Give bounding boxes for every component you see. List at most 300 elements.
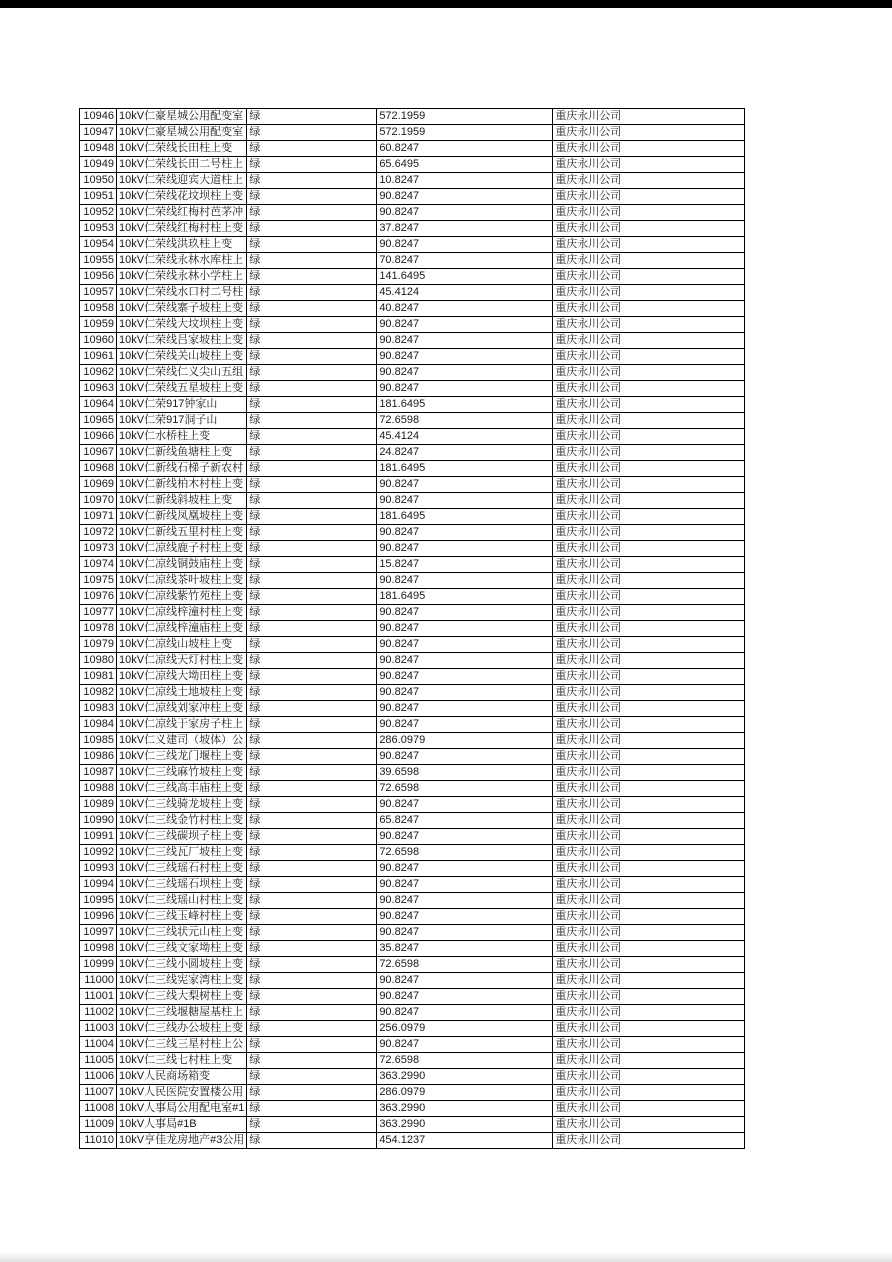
row-name-cell: 10kV仁凉线刘家冲柱上变 — [117, 701, 247, 717]
table-row — [80, 413, 745, 429]
table-row — [80, 525, 745, 541]
table-row — [80, 301, 745, 317]
row-name-cell: 10kV仁荣线长田二号柱上 — [117, 157, 247, 173]
row-name-cell: 10kV仁三线玉峰村柱上变 — [117, 909, 247, 925]
row-name-cell: 10kV仁三线骑龙坡柱上变 — [117, 797, 247, 813]
row-company-cell: 重庆永川公司 — [553, 781, 745, 797]
row-id-cell: 10980 — [80, 653, 117, 669]
row-name-cell: 10kV仁凉线山坡柱上变 — [117, 637, 247, 653]
table-row — [80, 1133, 745, 1149]
table-row — [80, 125, 745, 141]
row-status-cell: 绿 — [247, 445, 377, 461]
table-row — [80, 589, 745, 605]
table-row — [80, 557, 745, 573]
row-company-cell: 重庆永川公司 — [553, 605, 745, 621]
row-id-cell: 10968 — [80, 461, 117, 477]
row-status-cell: 绿 — [247, 221, 377, 237]
row-company-cell: 重庆永川公司 — [553, 157, 745, 173]
row-company-cell: 重庆永川公司 — [553, 829, 745, 845]
table-row — [80, 621, 745, 637]
row-id-cell: 10958 — [80, 301, 117, 317]
row-status-cell: 绿 — [247, 1085, 377, 1101]
row-id-cell: 11007 — [80, 1085, 117, 1101]
row-status-cell: 绿 — [247, 829, 377, 845]
row-status-cell: 绿 — [247, 397, 377, 413]
row-name-cell: 10kV仁新线石梯子新农村 — [117, 461, 247, 477]
row-value-cell: 15.8247 — [377, 557, 553, 573]
row-id-cell: 10959 — [80, 317, 117, 333]
row-value-cell: 90.8247 — [377, 909, 553, 925]
row-status-cell: 绿 — [247, 1021, 377, 1037]
row-value-cell: 90.8247 — [377, 605, 553, 621]
row-name-cell: 10kV仁水桥柱上变 — [117, 429, 247, 445]
row-id-cell: 10966 — [80, 429, 117, 445]
row-status-cell: 绿 — [247, 157, 377, 173]
row-id-cell: 10991 — [80, 829, 117, 845]
row-company-cell: 重庆永川公司 — [553, 861, 745, 877]
table-row — [80, 285, 745, 301]
row-company-cell: 重庆永川公司 — [553, 1117, 745, 1133]
row-id-cell: 10965 — [80, 413, 117, 429]
table-row — [80, 477, 745, 493]
row-value-cell: 256.0979 — [377, 1021, 553, 1037]
row-name-cell: 10kV仁三线七村柱上变 — [117, 1053, 247, 1069]
row-name-cell: 10kV仁凉线紫竹苑柱上变 — [117, 589, 247, 605]
row-id-cell: 10948 — [80, 141, 117, 157]
row-value-cell: 181.6495 — [377, 589, 553, 605]
row-status-cell: 绿 — [247, 317, 377, 333]
row-value-cell: 90.8247 — [377, 333, 553, 349]
row-value-cell: 90.8247 — [377, 381, 553, 397]
row-name-cell: 10kV仁荣线红梅村柱上变 — [117, 221, 247, 237]
table-row — [80, 189, 745, 205]
table-row — [80, 349, 745, 365]
row-id-cell: 10967 — [80, 445, 117, 461]
row-status-cell: 绿 — [247, 749, 377, 765]
row-status-cell: 绿 — [247, 1037, 377, 1053]
row-value-cell: 90.8247 — [377, 829, 553, 845]
row-value-cell: 363.2990 — [377, 1101, 553, 1117]
row-company-cell: 重庆永川公司 — [553, 221, 745, 237]
row-name-cell: 10kV仁三线宪家湾柱上变 — [117, 973, 247, 989]
row-id-cell: 10987 — [80, 765, 117, 781]
row-name-cell: 10kV仁三线办公坡柱上变 — [117, 1021, 247, 1037]
row-name-cell: 10kV人事局公用配电室#1 — [117, 1101, 247, 1117]
row-company-cell: 重庆永川公司 — [553, 237, 745, 253]
table-row — [80, 397, 745, 413]
row-value-cell: 60.8247 — [377, 141, 553, 157]
row-id-cell: 10973 — [80, 541, 117, 557]
row-id-cell: 10981 — [80, 669, 117, 685]
row-company-cell: 重庆永川公司 — [553, 173, 745, 189]
row-name-cell: 10kV仁三线小圆坡柱上变 — [117, 957, 247, 973]
row-company-cell: 重庆永川公司 — [553, 925, 745, 941]
row-name-cell: 10kV仁荣线洪玖柱上变 — [117, 237, 247, 253]
row-company-cell: 重庆永川公司 — [553, 509, 745, 525]
table-row — [80, 733, 745, 749]
row-company-cell: 重庆永川公司 — [553, 1069, 745, 1085]
row-status-cell: 绿 — [247, 877, 377, 893]
row-status-cell: 绿 — [247, 1117, 377, 1133]
row-status-cell: 绿 — [247, 525, 377, 541]
row-status-cell: 绿 — [247, 301, 377, 317]
row-status-cell: 绿 — [247, 989, 377, 1005]
row-id-cell: 10949 — [80, 157, 117, 173]
row-name-cell: 10kV仁三线碳坝子柱上变 — [117, 829, 247, 845]
table-row — [80, 909, 745, 925]
table-row — [80, 461, 745, 477]
row-id-cell: 10964 — [80, 397, 117, 413]
row-company-cell: 重庆永川公司 — [553, 381, 745, 397]
row-status-cell: 绿 — [247, 493, 377, 509]
row-status-cell: 绿 — [247, 717, 377, 733]
row-id-cell: 10989 — [80, 797, 117, 813]
transformer-table — [79, 108, 745, 1149]
row-id-cell: 11008 — [80, 1101, 117, 1117]
row-company-cell: 重庆永川公司 — [553, 669, 745, 685]
row-company-cell: 重庆永川公司 — [553, 797, 745, 813]
row-value-cell: 35.8247 — [377, 941, 553, 957]
row-company-cell: 重庆永川公司 — [553, 525, 745, 541]
table-row — [80, 893, 745, 909]
row-company-cell: 重庆永川公司 — [553, 189, 745, 205]
row-name-cell: 10kV仁凉线茶叶坡柱上变 — [117, 573, 247, 589]
row-value-cell: 40.8247 — [377, 301, 553, 317]
table-row — [80, 1069, 745, 1085]
row-company-cell: 重庆永川公司 — [553, 573, 745, 589]
row-company-cell: 重庆永川公司 — [553, 285, 745, 301]
row-status-cell: 绿 — [247, 781, 377, 797]
row-value-cell: 45.4124 — [377, 285, 553, 301]
row-value-cell: 572.1959 — [377, 125, 553, 141]
row-company-cell: 重庆永川公司 — [553, 477, 745, 493]
row-name-cell: 10kV仁三线三星村柱上公 — [117, 1037, 247, 1053]
row-status-cell: 绿 — [247, 1101, 377, 1117]
table-row — [80, 685, 745, 701]
row-id-cell: 10997 — [80, 925, 117, 941]
row-name-cell: 10kV仁荣线五星坡柱上变 — [117, 381, 247, 397]
row-status-cell: 绿 — [247, 477, 377, 493]
row-id-cell: 10963 — [80, 381, 117, 397]
row-name-cell: 10kV人民医院安置楼公用 — [117, 1085, 247, 1101]
row-id-cell: 10972 — [80, 525, 117, 541]
table-row — [80, 749, 745, 765]
row-company-cell: 重庆永川公司 — [553, 493, 745, 509]
row-status-cell: 绿 — [247, 765, 377, 781]
row-company-cell: 重庆永川公司 — [553, 957, 745, 973]
row-name-cell: 10kV仁荣线吕家坡柱上变 — [117, 333, 247, 349]
row-value-cell: 45.4124 — [377, 429, 553, 445]
table-row — [80, 237, 745, 253]
row-value-cell: 90.8247 — [377, 653, 553, 669]
row-id-cell: 10970 — [80, 493, 117, 509]
row-id-cell: 11010 — [80, 1133, 117, 1149]
row-company-cell: 重庆永川公司 — [553, 685, 745, 701]
table-row — [80, 829, 745, 845]
row-company-cell: 重庆永川公司 — [553, 973, 745, 989]
row-status-cell: 绿 — [247, 573, 377, 589]
table-row — [80, 1037, 745, 1053]
row-status-cell: 绿 — [247, 605, 377, 621]
row-status-cell: 绿 — [247, 845, 377, 861]
row-name-cell: 10kV仁三线文家坳柱上变 — [117, 941, 247, 957]
row-id-cell: 10952 — [80, 205, 117, 221]
table-row — [80, 445, 745, 461]
table-row — [80, 269, 745, 285]
row-status-cell: 绿 — [247, 941, 377, 957]
table-row — [80, 957, 745, 973]
row-name-cell: 10kV仁新线斜坡柱上变 — [117, 493, 247, 509]
table-row — [80, 1053, 745, 1069]
table-row — [80, 1005, 745, 1021]
row-id-cell: 10996 — [80, 909, 117, 925]
row-company-cell: 重庆永川公司 — [553, 717, 745, 733]
table-row — [80, 653, 745, 669]
row-company-cell: 重庆永川公司 — [553, 205, 745, 221]
row-company-cell: 重庆永川公司 — [553, 317, 745, 333]
row-status-cell: 绿 — [247, 1069, 377, 1085]
row-id-cell: 10984 — [80, 717, 117, 733]
row-name-cell: 10kV仁三线状元山柱上变 — [117, 925, 247, 941]
row-name-cell: 10kV仁新线柏木村柱上变 — [117, 477, 247, 493]
row-value-cell: 90.8247 — [377, 861, 553, 877]
row-id-cell: 10975 — [80, 573, 117, 589]
row-company-cell: 重庆永川公司 — [553, 141, 745, 157]
row-name-cell: 10kV仁荣线花坟坝柱上变 — [117, 189, 247, 205]
row-id-cell: 10954 — [80, 237, 117, 253]
row-name-cell: 10kV仁荣线永林水库柱上 — [117, 253, 247, 269]
row-name-cell: 10kV仁荣线迎宾大道柱上 — [117, 173, 247, 189]
row-status-cell: 绿 — [247, 653, 377, 669]
row-id-cell: 10983 — [80, 701, 117, 717]
row-company-cell: 重庆永川公司 — [553, 621, 745, 637]
row-value-cell: 90.8247 — [377, 365, 553, 381]
table-row — [80, 781, 745, 797]
row-name-cell: 10kV仁荣线仁义尖山五组 — [117, 365, 247, 381]
row-name-cell: 10kV仁三线大梨树柱上变 — [117, 989, 247, 1005]
row-name-cell: 10kV仁三线金竹村柱上变 — [117, 813, 247, 829]
row-company-cell: 重庆永川公司 — [553, 765, 745, 781]
row-value-cell: 90.8247 — [377, 573, 553, 589]
row-company-cell: 重庆永川公司 — [553, 1133, 745, 1149]
row-name-cell: 10kV仁三线瓦厂坡柱上变 — [117, 845, 247, 861]
row-value-cell: 10.8247 — [377, 173, 553, 189]
row-company-cell: 重庆永川公司 — [553, 589, 745, 605]
row-status-cell: 绿 — [247, 893, 377, 909]
row-id-cell: 10953 — [80, 221, 117, 237]
row-company-cell: 重庆永川公司 — [553, 541, 745, 557]
row-status-cell: 绿 — [247, 413, 377, 429]
row-status-cell: 绿 — [247, 205, 377, 221]
row-company-cell: 重庆永川公司 — [553, 109, 745, 125]
row-value-cell: 90.8247 — [377, 973, 553, 989]
row-id-cell: 10985 — [80, 733, 117, 749]
row-status-cell: 绿 — [247, 461, 377, 477]
row-status-cell: 绿 — [247, 1005, 377, 1021]
row-name-cell: 10kV仁豪星城公用配变室 — [117, 125, 247, 141]
row-company-cell: 重庆永川公司 — [553, 845, 745, 861]
row-value-cell: 363.2990 — [377, 1069, 553, 1085]
row-name-cell: 10kV仁荣线大坟坝柱上变 — [117, 317, 247, 333]
row-company-cell: 重庆永川公司 — [553, 1085, 745, 1101]
row-company-cell: 重庆永川公司 — [553, 1037, 745, 1053]
row-id-cell: 10961 — [80, 349, 117, 365]
row-status-cell: 绿 — [247, 685, 377, 701]
row-id-cell: 10969 — [80, 477, 117, 493]
row-status-cell: 绿 — [247, 589, 377, 605]
row-status-cell: 绿 — [247, 621, 377, 637]
row-status-cell: 绿 — [247, 669, 377, 685]
row-id-cell: 10950 — [80, 173, 117, 189]
table-row — [80, 1101, 745, 1117]
row-id-cell: 10971 — [80, 509, 117, 525]
row-name-cell: 10kV仁三线瑶石村柱上变 — [117, 861, 247, 877]
row-value-cell: 90.8247 — [377, 493, 553, 509]
table-row — [80, 541, 745, 557]
row-status-cell: 绿 — [247, 173, 377, 189]
row-name-cell: 10kV仁三线龙门堰柱上变 — [117, 749, 247, 765]
row-company-cell: 重庆永川公司 — [553, 461, 745, 477]
row-status-cell: 绿 — [247, 797, 377, 813]
row-name-cell: 10kV仁三线瑶山村柱上变 — [117, 893, 247, 909]
table-row — [80, 317, 745, 333]
row-name-cell: 10kV仁荣917洞子山 — [117, 413, 247, 429]
row-id-cell: 10999 — [80, 957, 117, 973]
row-value-cell: 90.8247 — [377, 701, 553, 717]
table-row — [80, 1021, 745, 1037]
row-name-cell: 10kV仁荣线长田柱上变 — [117, 141, 247, 157]
row-company-cell: 重庆永川公司 — [553, 1101, 745, 1117]
row-status-cell: 绿 — [247, 557, 377, 573]
table-row — [80, 605, 745, 621]
table-row — [80, 765, 745, 781]
row-status-cell: 绿 — [247, 509, 377, 525]
row-value-cell: 90.8247 — [377, 189, 553, 205]
row-value-cell: 90.8247 — [377, 893, 553, 909]
table-row — [80, 205, 745, 221]
row-value-cell: 39.6598 — [377, 765, 553, 781]
row-name-cell: 10kV仁荣线水口村二号柱 — [117, 285, 247, 301]
row-status-cell: 绿 — [247, 141, 377, 157]
row-status-cell: 绿 — [247, 973, 377, 989]
row-company-cell: 重庆永川公司 — [553, 445, 745, 461]
page-bottom-edge — [0, 1252, 892, 1262]
row-company-cell: 重庆永川公司 — [553, 1021, 745, 1037]
row-company-cell: 重庆永川公司 — [553, 989, 745, 1005]
row-value-cell: 72.6598 — [377, 413, 553, 429]
table-row — [80, 1085, 745, 1101]
row-value-cell: 90.8247 — [377, 669, 553, 685]
row-status-cell: 绿 — [247, 349, 377, 365]
row-id-cell: 11006 — [80, 1069, 117, 1085]
row-name-cell: 10kV仁荣917钟家山 — [117, 397, 247, 413]
row-id-cell: 10962 — [80, 365, 117, 381]
row-id-cell: 10995 — [80, 893, 117, 909]
row-id-cell: 10994 — [80, 877, 117, 893]
row-id-cell: 10951 — [80, 189, 117, 205]
row-company-cell: 重庆永川公司 — [553, 429, 745, 445]
row-status-cell: 绿 — [247, 909, 377, 925]
row-id-cell: 10993 — [80, 861, 117, 877]
row-name-cell: 10kV仁凉线土地坡柱上变 — [117, 685, 247, 701]
row-id-cell: 10956 — [80, 269, 117, 285]
row-value-cell: 90.8247 — [377, 685, 553, 701]
row-company-cell: 重庆永川公司 — [553, 253, 745, 269]
row-value-cell: 72.6598 — [377, 781, 553, 797]
table-row — [80, 157, 745, 173]
row-value-cell: 90.8247 — [377, 317, 553, 333]
table-row — [80, 973, 745, 989]
row-name-cell: 10kV仁凉线鹿子村柱上变 — [117, 541, 247, 557]
row-name-cell: 10kV仁荣线关山坡柱上变 — [117, 349, 247, 365]
row-value-cell: 90.8247 — [377, 205, 553, 221]
row-id-cell: 11000 — [80, 973, 117, 989]
row-id-cell: 11002 — [80, 1005, 117, 1021]
row-company-cell: 重庆永川公司 — [553, 333, 745, 349]
row-name-cell: 10kV仁凉线大坳田柱上变 — [117, 669, 247, 685]
row-name-cell: 10kV仁豪星城公用配变室 — [117, 109, 247, 125]
row-status-cell: 绿 — [247, 381, 377, 397]
row-id-cell: 11009 — [80, 1117, 117, 1133]
row-id-cell: 10976 — [80, 589, 117, 605]
row-value-cell: 141.6495 — [377, 269, 553, 285]
row-value-cell: 363.2990 — [377, 1117, 553, 1133]
row-id-cell: 10957 — [80, 285, 117, 301]
row-value-cell: 90.8247 — [377, 797, 553, 813]
table-row — [80, 333, 745, 349]
table-row — [80, 845, 745, 861]
row-id-cell: 10947 — [80, 125, 117, 141]
table-row — [80, 141, 745, 157]
row-company-cell: 重庆永川公司 — [553, 813, 745, 829]
row-name-cell: 10kV人民商场箱变 — [117, 1069, 247, 1085]
row-company-cell: 重庆永川公司 — [553, 909, 745, 925]
row-value-cell: 65.6495 — [377, 157, 553, 173]
row-company-cell: 重庆永川公司 — [553, 413, 745, 429]
row-company-cell: 重庆永川公司 — [553, 749, 745, 765]
table-row — [80, 701, 745, 717]
table-row — [80, 381, 745, 397]
table-body — [80, 109, 745, 1149]
row-company-cell: 重庆永川公司 — [553, 733, 745, 749]
table-row — [80, 109, 745, 125]
row-id-cell: 10979 — [80, 637, 117, 653]
table-row — [80, 173, 745, 189]
row-status-cell: 绿 — [247, 253, 377, 269]
row-company-cell: 重庆永川公司 — [553, 557, 745, 573]
row-name-cell: 10kV仁三线堰糖屋基柱上 — [117, 1005, 247, 1021]
row-value-cell: 90.8247 — [377, 989, 553, 1005]
row-value-cell: 72.6598 — [377, 957, 553, 973]
row-value-cell: 286.0979 — [377, 1085, 553, 1101]
row-name-cell: 10kV仁义建司（坡体）公 — [117, 733, 247, 749]
row-status-cell: 绿 — [247, 109, 377, 125]
row-value-cell: 72.6598 — [377, 1053, 553, 1069]
row-company-cell: 重庆永川公司 — [553, 269, 745, 285]
table-row — [80, 861, 745, 877]
row-name-cell: 10kV仁荣线红梅村芭茅冲 — [117, 205, 247, 221]
row-company-cell: 重庆永川公司 — [553, 1005, 745, 1021]
row-name-cell: 10kV人事局#1B — [117, 1117, 247, 1133]
row-value-cell: 286.0979 — [377, 733, 553, 749]
row-value-cell: 90.8247 — [377, 349, 553, 365]
row-status-cell: 绿 — [247, 957, 377, 973]
row-company-cell: 重庆永川公司 — [553, 1053, 745, 1069]
row-value-cell: 90.8247 — [377, 877, 553, 893]
row-value-cell: 72.6598 — [377, 845, 553, 861]
row-company-cell: 重庆永川公司 — [553, 877, 745, 893]
table-row — [80, 989, 745, 1005]
